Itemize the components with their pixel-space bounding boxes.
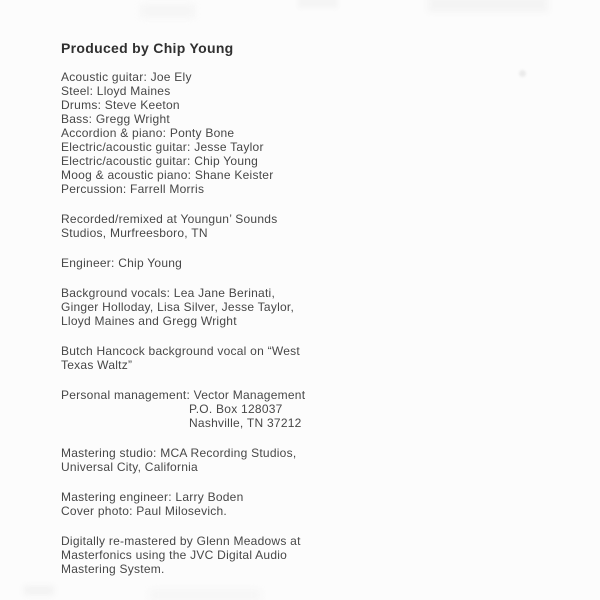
- credit-line: Background vocals: Lea Jane Berinati,: [61, 286, 276, 300]
- scan-artifact: [298, 0, 338, 8]
- credits-section-butch-hancock: [61, 344, 411, 372]
- credit-line: Bass: Gregg Wright: [61, 112, 170, 126]
- credit-line: Butch Hancock background vocal on “West: [61, 344, 300, 358]
- credit-line: Electric/acoustic guitar: Chip Young: [61, 154, 259, 168]
- credit-line: P.O. Box 128037: [189, 402, 283, 416]
- credits-section-recording: [61, 212, 411, 240]
- credits-section-mastering-studio: [61, 446, 411, 474]
- credit-line: Mastering engineer: Larry Boden: [61, 490, 244, 504]
- credit-line: Mastering studio: MCA Recording Studios,: [61, 446, 297, 460]
- credit-line: Moog & acoustic piano: Shane Keister: [61, 168, 274, 182]
- credits-content: [61, 40, 411, 592]
- credit-line: Texas Waltz”: [61, 358, 133, 372]
- page-title: Produced by Chip Young: [61, 40, 234, 56]
- credits-section-engineer: [61, 256, 411, 270]
- scan-artifact: [24, 586, 54, 595]
- credit-line: Drums: Steve Keeton: [61, 98, 180, 112]
- credit-line: Universal City, California: [61, 460, 198, 474]
- credits-section-management: [61, 388, 411, 430]
- credit-line: Studios, Murfreesboro, TN: [61, 226, 208, 240]
- credits-section-background-vocals: [61, 286, 411, 328]
- credit-line: Digitally re-mastered by Glenn Meadows at: [61, 534, 301, 548]
- credit-line: Acoustic guitar: Joe Ely: [61, 70, 192, 84]
- credits-section-musicians: [61, 70, 411, 196]
- scan-artifact: [519, 70, 526, 77]
- scan-artifact: [140, 4, 195, 18]
- credit-line: Personal management: Vector Management: [61, 388, 306, 402]
- credit-line: Recorded/remixed at Youngun’ Sounds: [61, 212, 278, 226]
- credit-line: Lloyd Maines and Gregg Wright: [61, 314, 237, 328]
- credit-line: Percussion: Farrell Morris: [61, 182, 205, 196]
- credit-line: Ginger Holloday, Lisa Silver, Jesse Taylor,: [61, 300, 295, 314]
- credit-line: Electric/acoustic guitar: Jesse Taylor: [61, 140, 264, 154]
- credits-section-mastering-engineer: [61, 490, 411, 518]
- credit-line: Mastering System.: [61, 562, 165, 576]
- credit-line: Accordion & piano: Ponty Bone: [61, 126, 235, 140]
- credit-line: Engineer: Chip Young: [61, 256, 183, 270]
- credit-line: Steel: Lloyd Maines: [61, 84, 171, 98]
- credit-line: Nashville, TN 37212: [189, 416, 302, 430]
- credit-line: Cover photo: Paul Milosevich.: [61, 504, 227, 518]
- scan-artifact: [428, 0, 548, 12]
- credit-line: Masterfonics using the JVC Digital Audio: [61, 548, 288, 562]
- credits-section-remastering: [61, 534, 411, 576]
